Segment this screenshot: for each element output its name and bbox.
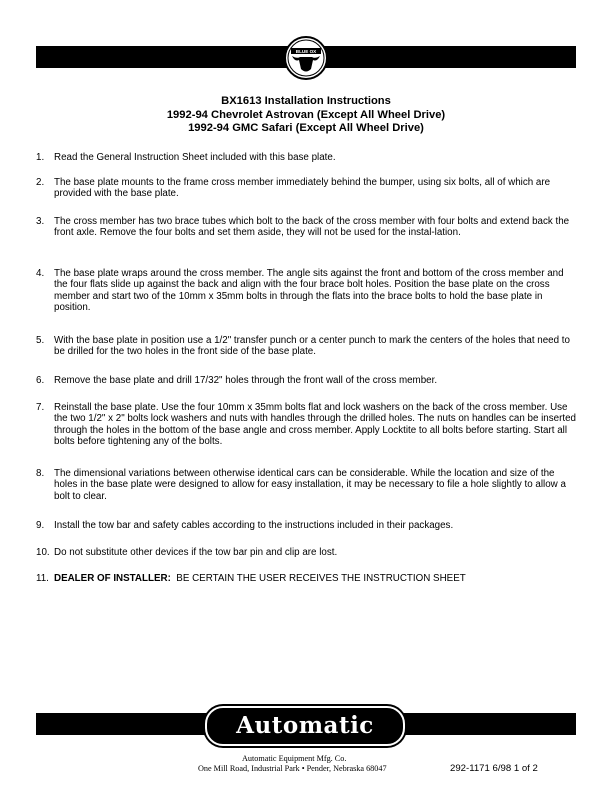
step-number: 3. <box>36 216 45 227</box>
dealer-instruction: BE CERTAIN THE USER RECEIVES THE INSTRUCTION SHEET <box>176 573 466 584</box>
step-text: Remove the base plate and drill 17/32" holes through the front wall of the cross member. <box>54 375 438 386</box>
step-text <box>54 573 576 584</box>
automatic-logo <box>205 706 405 746</box>
document-title: BX1613 Installation Instructions <box>221 95 391 107</box>
step-number: 10. <box>36 547 50 558</box>
step-number: 2. <box>36 177 45 188</box>
step-text: The cross member has two brace tubes which bolt to the back of the cross member with four bolts and extend back the front axle. Remove the four bolts and set them aside, they will not be used for the instal-lation. <box>54 216 570 239</box>
step-number: 5. <box>36 335 45 346</box>
dealer-label: DEALER OF INSTALLER: <box>54 573 171 584</box>
step-text: The dimensional variations between otherwise identical cars can be considerable. While the location and size of the holes in the base plate were designed to allow for easy installation, it may be necessary to file a hole slightly to allow a bolt to clear. <box>54 468 566 502</box>
step-text: The base plate wraps around the cross member. The angle sits against the front and bottom of the cross member and the four flats slide up against the back and align with the four brace bolt holes. Position the base plate on the cross member and start two of the 10mm x 35mm bolts in through the flats into the brace bolts to hold the base plate in position. <box>54 268 564 314</box>
company-address: One Mill Road, Industrial Park • Pender, Nebraska 68047 <box>198 764 387 773</box>
step-number: 8. <box>36 468 45 479</box>
step-text: Install the tow bar and safety cables according to the instructions included in their packages. <box>54 520 454 531</box>
title-block <box>36 95 576 136</box>
step-text: With the base plate in position use a 1/2" transfer punch or a center punch to mark the centers of the holes that need to be drilled for the two holes in the front side of the base plate. <box>54 335 570 358</box>
step-text: The base plate mounts to the frame cross member immediately behind the bumper, using six bolts, all of which are provided with the base plate. <box>54 177 551 200</box>
step-number: 4. <box>36 268 45 279</box>
step-text: Do not substitute other devices if the tow bar pin and clip are lost. <box>54 547 338 558</box>
step-number: 11. <box>36 573 49 584</box>
step-number: 6. <box>36 375 45 386</box>
blue-ox-logo <box>281 35 331 81</box>
step-number: 7. <box>36 402 45 413</box>
brand-name: Automatic <box>236 712 374 739</box>
vehicle-line-2: 1992-94 GMC Safari (Except All Wheel Drive) <box>188 122 424 135</box>
company-name: Automatic Equipment Mfg. Co. <box>242 754 347 763</box>
document-number: 292-1171 6/98 1 of 2 <box>450 763 538 774</box>
step-number: 1. <box>36 152 45 163</box>
step-text: Read the General Instruction Sheet included with this base plate. <box>54 152 336 163</box>
step-text: Reinstall the base plate. Use the four 10mm x 35mm bolts flat and lock washers on the back of the cross member. Use the two 1/2" x 2" bolts lock washers and nuts with handles through the drilled holes. The nuts on handles can be inserted through the holes in the bottom of the base angle and cross member. Apply Locktite to all bolts before starting. Start all bolts before tightening any of the bolts. <box>54 402 576 448</box>
step-number: 9. <box>36 520 45 531</box>
vehicle-line-1: 1992-94 Chevrolet Astrovan (Except All Wheel Drive) <box>166 108 446 121</box>
logo-text: BLUE OX <box>295 48 317 54</box>
